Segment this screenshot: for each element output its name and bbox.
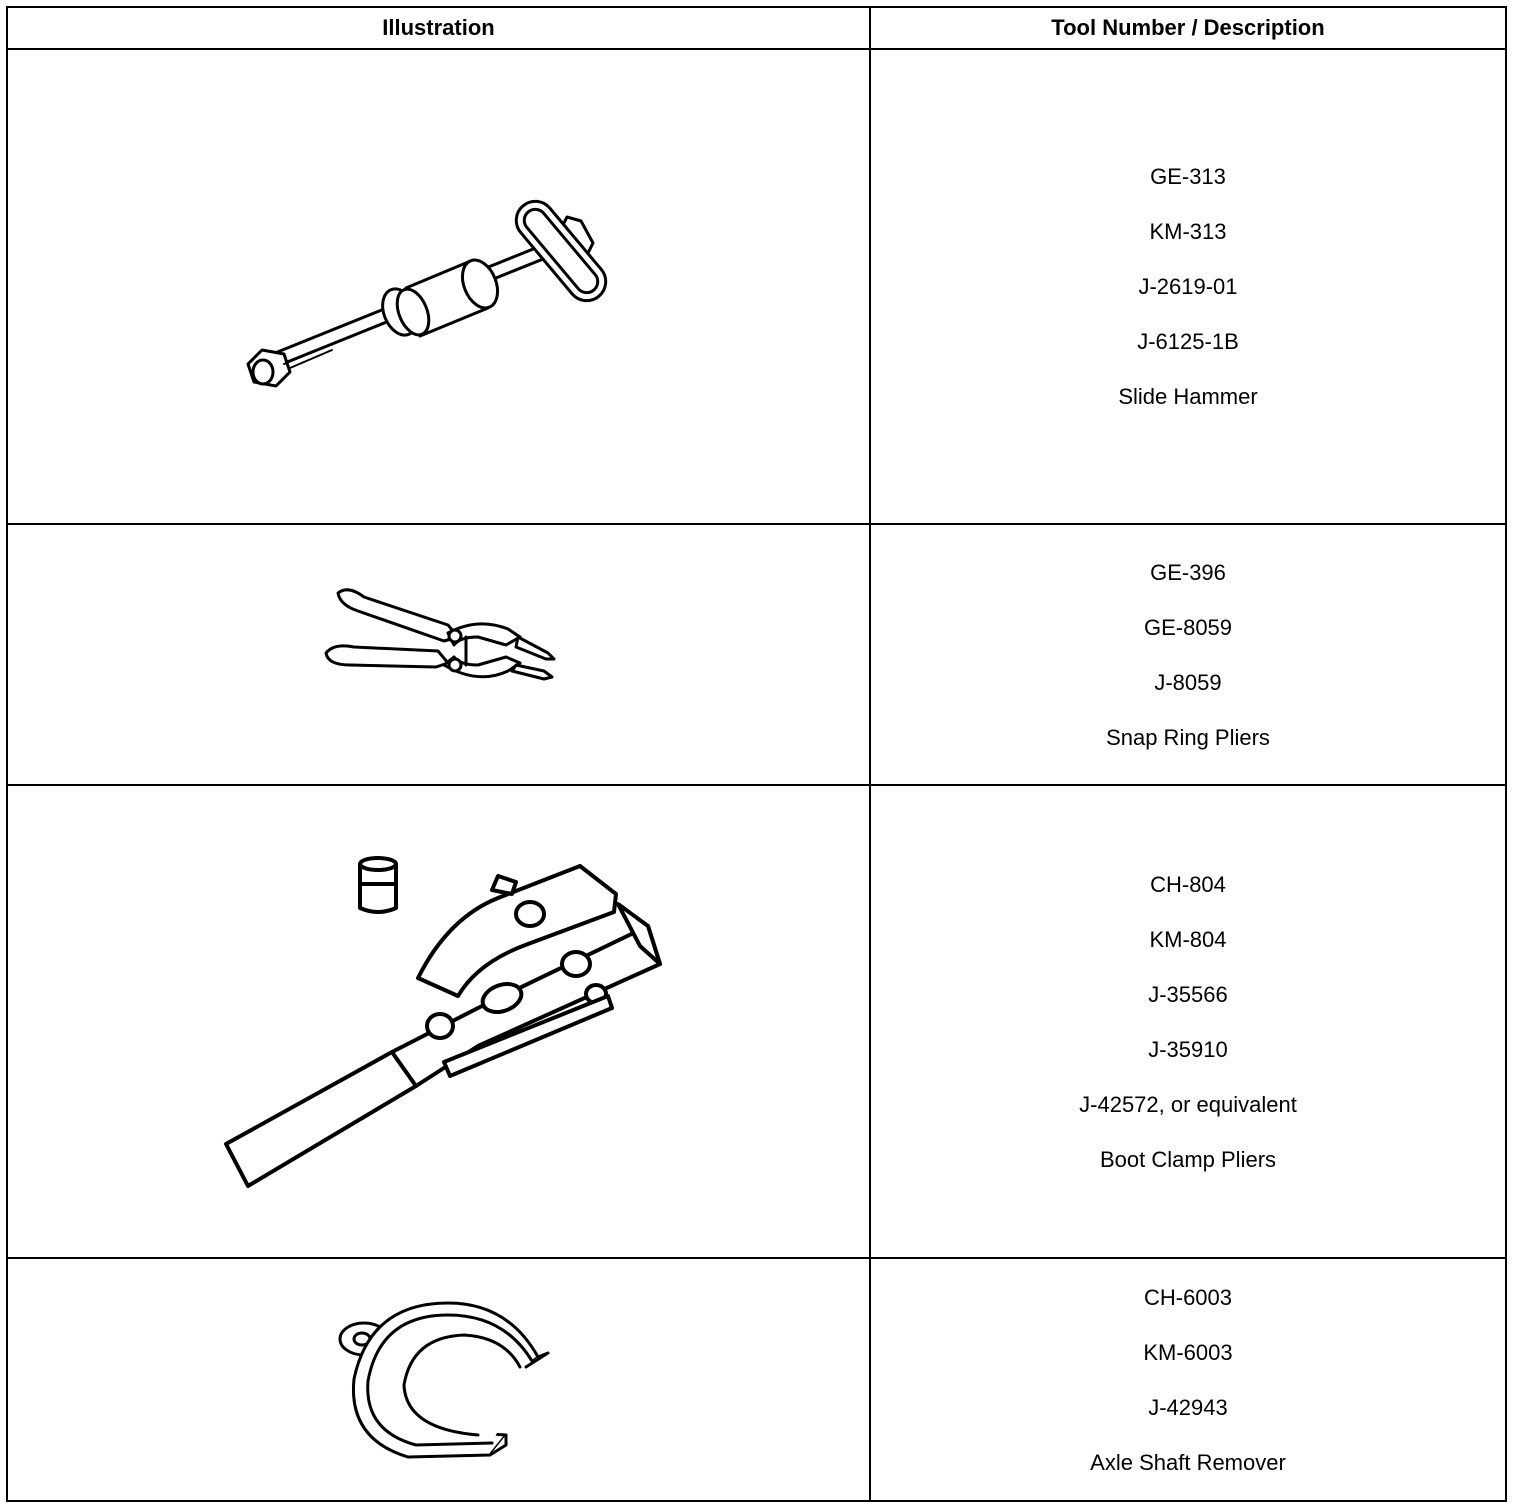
tool-number: J-35566 — [1148, 981, 1228, 1007]
table-row — [7, 49, 1506, 524]
table-row — [7, 785, 1506, 1258]
tool-number: J-42572, or equivalent — [1079, 1091, 1297, 1117]
snap-ring-pliers-icon — [8, 525, 871, 785]
tool-number: CH-6003 — [1143, 1284, 1233, 1310]
tool-number: GE-8059 — [1143, 614, 1233, 640]
description-cell — [870, 785, 1506, 1258]
tool-description: Boot Clamp Pliers — [1099, 1146, 1277, 1172]
description-cell — [870, 49, 1506, 524]
illustration-cell — [7, 49, 870, 524]
tool-number: KM-313 — [1149, 219, 1227, 245]
tool-description: Slide Hammer — [1118, 384, 1258, 410]
tool-number: GE-313 — [1150, 164, 1226, 190]
table-row — [7, 1258, 1506, 1501]
description-cell — [870, 524, 1506, 785]
illustration-cell — [7, 524, 870, 785]
description-cell — [870, 1258, 1506, 1501]
tool-number: J-35910 — [1148, 1036, 1228, 1062]
illustration-cell — [7, 1258, 870, 1501]
slide-hammer-icon — [8, 50, 871, 524]
tool-number: CH-804 — [1150, 871, 1226, 897]
boot-clamp-pliers-icon — [8, 786, 871, 1258]
header-row — [7, 7, 1506, 49]
tool-description: Axle Shaft Remover — [1090, 1449, 1286, 1475]
tool-number: J-8059 — [1154, 669, 1222, 695]
axle-shaft-remover-icon — [8, 1259, 871, 1501]
tool-number: KM-6003 — [1143, 1339, 1233, 1365]
tool-number: J-42943 — [1148, 1394, 1228, 1420]
illustration-cell — [7, 785, 870, 1258]
table-row — [7, 524, 1506, 785]
tool-description: Snap Ring Pliers — [1106, 724, 1270, 750]
tool-number: KM-804 — [1149, 926, 1227, 952]
tool-number: J-2619-01 — [1138, 274, 1238, 300]
header-illustration: Illustration — [7, 7, 870, 49]
tool-number: J-6125-1B — [1137, 329, 1239, 355]
header-tool-description: Tool Number / Description — [870, 7, 1506, 49]
tool-number: GE-396 — [1150, 559, 1226, 585]
tool-table — [6, 6, 1507, 1502]
